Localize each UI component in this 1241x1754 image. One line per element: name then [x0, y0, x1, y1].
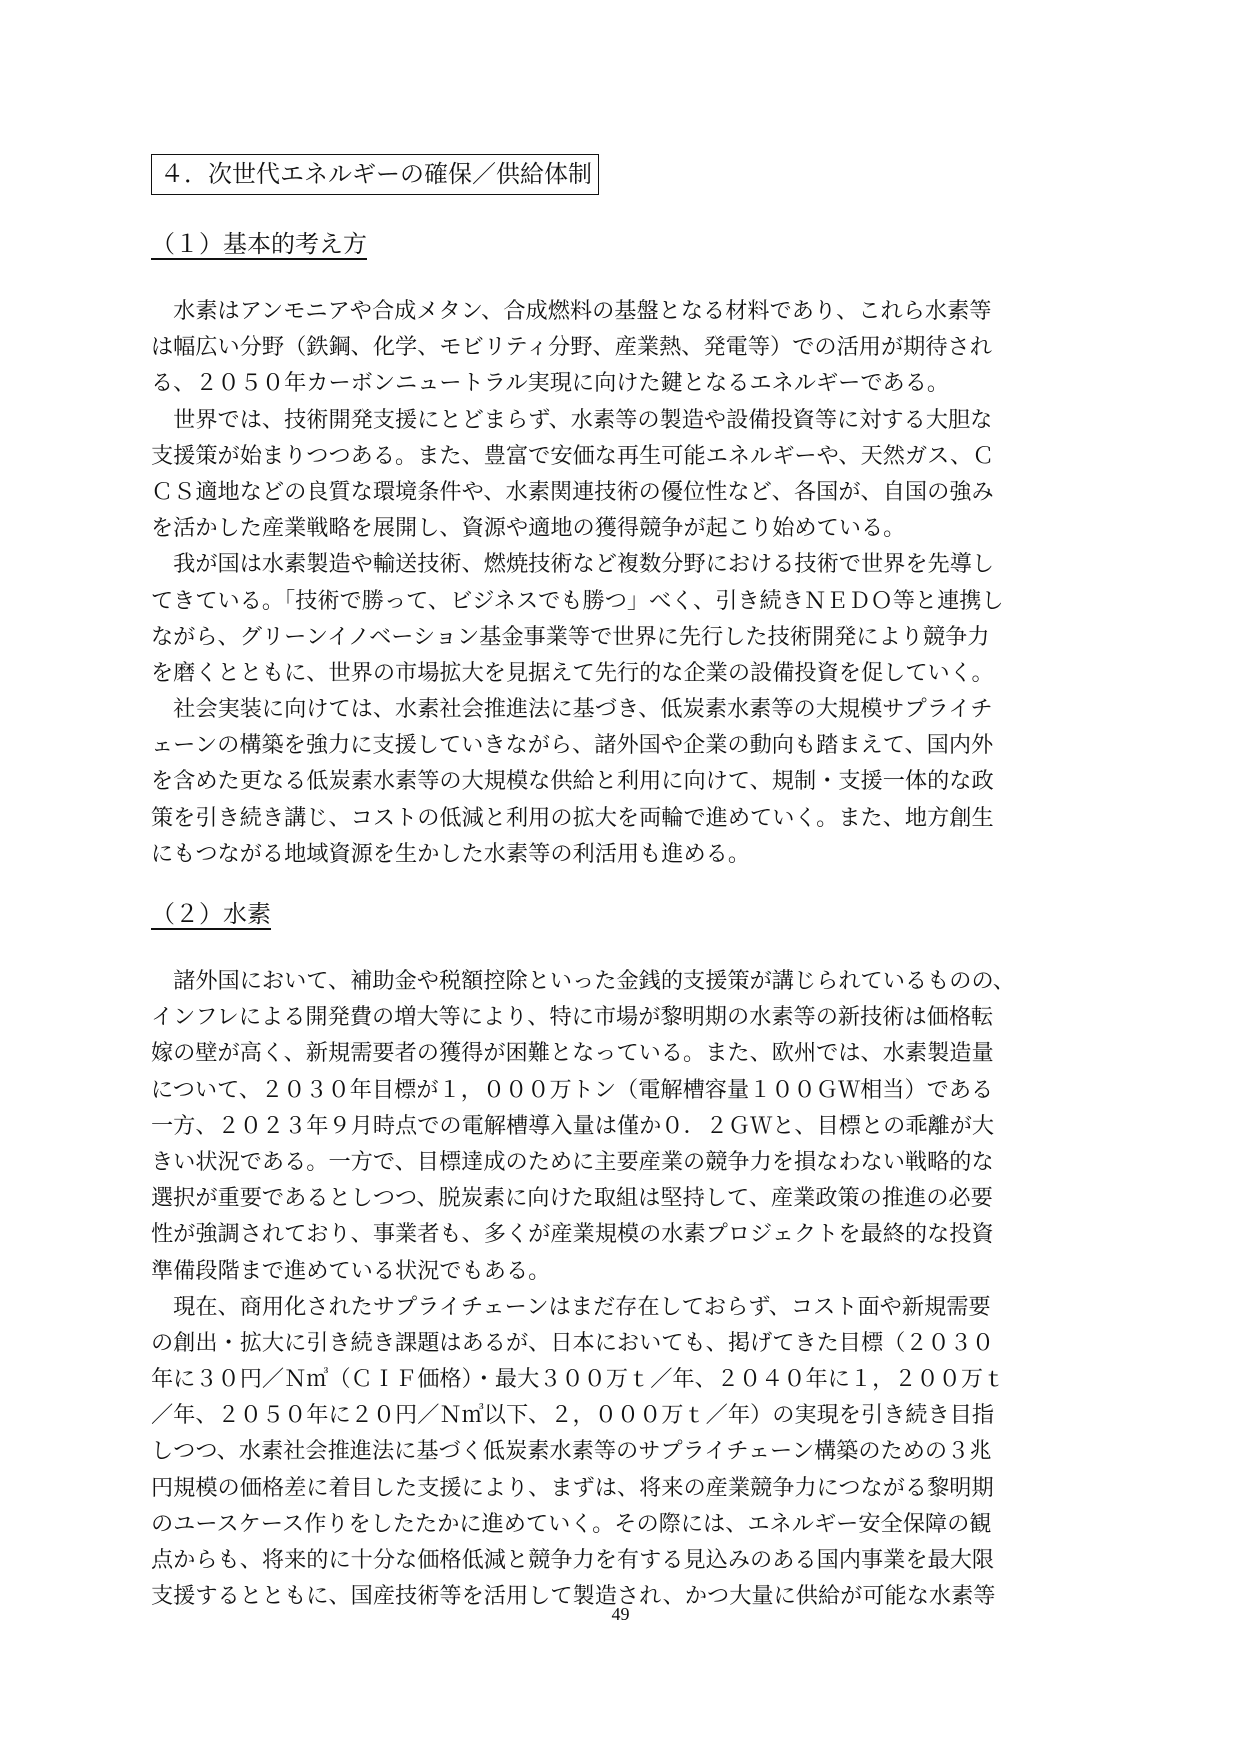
- text-line: ェーンの構築を強力に支援していきながら、諸外国や企業の動向も踏まえて、国内外: [151, 732, 994, 759]
- text-line: しつつ、水素社会推進法に基づく低炭素水素等のサプライチェーン構築のための３兆: [151, 1438, 992, 1465]
- text-line: 社会実装に向けては、水素社会推進法に基づき、低炭素水素等の大規模サプライチ: [151, 696, 993, 723]
- text-line: きい状況である。一方で、目標達成のために主要産業の競争力を損なわない戦略的な: [151, 1148, 994, 1175]
- text-line: を磨くとともに、世界の市場拡大を見据えて先行的な企業の設備投資を促していく。: [151, 659, 994, 686]
- text-line: 支援策が始まりつつある。また、豊富で安価な再生可能エネルギーや、天然ガス、Ｃ: [151, 442, 995, 469]
- text-line: 準備段階まで進めている状況でもある。: [151, 1257, 551, 1284]
- text-line: 一方、２０２３年９月時点での電解槽導入量は僅か０．２ＧＷと、目標との乖離が大: [151, 1112, 995, 1139]
- text-line: 嫁の壁が高く、新規需要者の獲得が困難となっている。また、欧州では、水素製造量: [151, 1040, 994, 1067]
- text-line: る、２０５０年カーボンニュートラル実現に向けた鍵となるエネルギーである。: [151, 370, 950, 397]
- text-line: ながら、グリーンイノベーション基金事業等で世界に先行した技術開発により競争力: [151, 623, 990, 650]
- text-line: のユースケース作りをしたたかに進めていく。その際には、エネルギー安全保障の観: [151, 1510, 992, 1537]
- section-body-basic-approach: [151, 293, 1091, 872]
- text-line: 点からも、将来的に十分な価格低減と競争力を有する見込みのある国内事業を最大限: [151, 1547, 995, 1573]
- text-line: を含めた更なる低炭素水素等の大規模な供給と利用に向けて、規制・支援一体的な政: [151, 768, 994, 795]
- text-line: の創出・拡大に引き続き課題はあるが、日本においても、掲げてきた目標（２０３０: [151, 1329, 995, 1356]
- chapter-title: ４．次世代エネルギーの確保／供給体制: [151, 154, 599, 195]
- text-line: インフレによる開発費の増大等により、特に市場が黎明期の水素等の新技術は価格転: [151, 1004, 994, 1031]
- text-line: 選択が重要であるとしつつ、脱炭素に向けた取組は堅持して、産業政策の推進の必要: [151, 1185, 993, 1212]
- text-line: ／年、２０５０年に２０円／Ｎ㎥以下、２，０００万ｔ／年）の実現を引き続き目指: [151, 1402, 995, 1429]
- text-line: 我が国は水素製造や輸送技術、燃焼技術など複数分野における技術で世界を先導し: [151, 551, 995, 578]
- text-line: 世界では、技術開発支援にとどまらず、水素等の製造や設備投資等に対する大胆な: [151, 406, 993, 433]
- text-line: を活かした産業戦略を展開し、資源や適地の獲得競争が起こり始めている。: [151, 515, 906, 542]
- section-title-hydrogen: （２）水素: [151, 900, 271, 928]
- text-line: 策を引き続き講じ、コストの低減と利用の拡大を両輪で進めていく。また、地方創生: [151, 804, 994, 831]
- text-line: 性が強調されており、事業者も、多くが産業規模の水素プロジェクトを最終的な投資: [151, 1221, 994, 1248]
- text-line: 年に３０円／Ｎ㎥（ＣＩＦ価格）・最大３００万ｔ／年、２０４０年に１，２００万ｔ: [151, 1366, 1006, 1393]
- section-title-basic-approach: （１）基本的考え方: [151, 230, 367, 258]
- text-line: ＣＳ適地などの良質な環境条件や、水素関連技術の優位性など、各国が、自国の強み: [151, 478, 994, 505]
- text-line: 円規模の価格差に着目した支援により、まずは、将来の産業競争力につながる黎明期: [151, 1474, 994, 1501]
- text-line: 現在、商用化されたサプライチェーンはまだ存在しておらず、コスト面や新規需要: [151, 1293, 991, 1320]
- section-body-hydrogen: [151, 963, 1091, 1614]
- text-line: は幅広い分野（鉄鋼、化学、モビリティ分野、産業熱、発電等）での活用が期待され: [151, 334, 992, 361]
- text-line: について、２０３０年目標が１，０００万トン（電解槽容量１００ＧＷ相当）である: [151, 1076, 994, 1103]
- text-line: てきている。「技術で勝って、ビジネスでも勝つ」べく、引き続きＮＥＤＯ等と連携し: [151, 587, 1004, 614]
- text-line: 諸外国において、補助金や税額控除といった金銭的支援策が講じられているものの、: [151, 968, 1015, 994]
- page-number: 49: [611, 1604, 630, 1624]
- text-line: にもつながる地域資源を生かした水素等の利活用も進める。: [151, 840, 751, 867]
- text-line: 支援するとともに、国産技術等を活用して製造され、かつ大量に供給が可能な水素等: [151, 1583, 996, 1610]
- text-line: 水素はアンモニアや合成メタン、合成燃料の基盤となる材料であり、これら水素等: [151, 298, 992, 324]
